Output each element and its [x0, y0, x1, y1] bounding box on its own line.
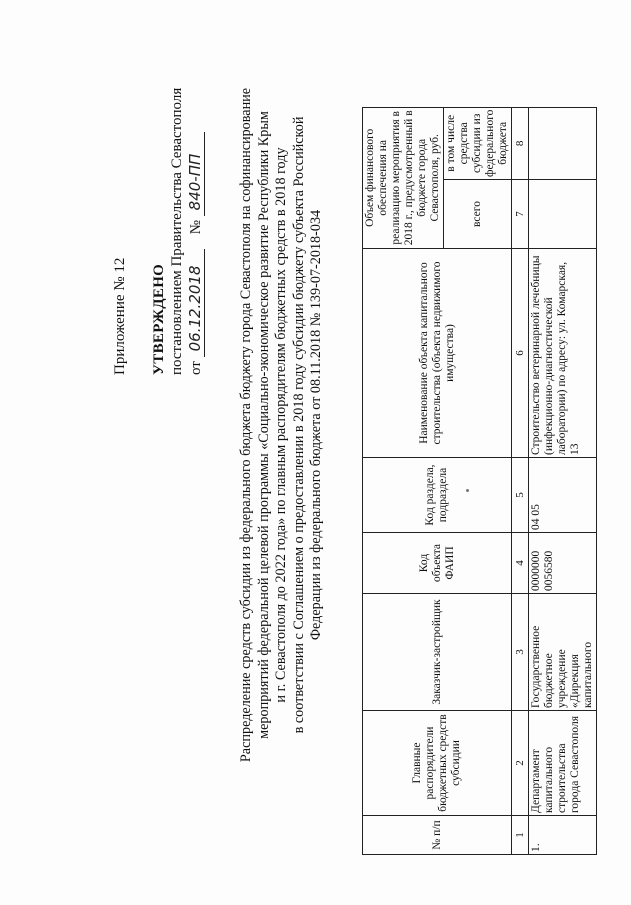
header-object-name: Наименование объекта капитального строительства (объекта недвижимого имущества): [363, 249, 512, 458]
column-number: 4: [512, 533, 529, 594]
title-line-5: Федерации из федерального бюджета от 08.11.2018 № 139-07-2018-034: [308, 209, 324, 641]
title-line-1: Распределение средств субсидии из федерального бюджета бюджету города Севастополя на софинансирование: [238, 87, 254, 763]
date-prefix: от: [188, 361, 204, 375]
column-number: 7: [512, 180, 529, 249]
header-customer: Заказчик-застройщик: [363, 594, 512, 711]
column-number: 3: [512, 594, 529, 711]
scan-speck: [466, 489, 469, 492]
resolution-label: постановлением Правительства Севастополя: [169, 87, 185, 375]
row-num: 1.: [529, 816, 597, 855]
number-prefix: №: [188, 220, 204, 235]
resolution-date-line: [186, 88, 205, 375]
header-total: всего: [444, 180, 512, 249]
row-total: [529, 180, 597, 249]
table-row: [529, 107, 597, 854]
column-number: 5: [512, 458, 529, 533]
header-federal: в том числе средства субсидии из федерального бюджета: [444, 107, 512, 179]
header-section-code: Код раздела, подраздела: [363, 458, 512, 533]
row-object-name: Строительство ветеринарной лечебницы (инфекционно-диагностической лаборатории) по адресу: ул. Комарская, 13: [529, 249, 597, 458]
table-header-row: [363, 107, 444, 854]
column-number: 1: [512, 816, 529, 855]
resolution-date: 06.12.2018: [186, 249, 205, 357]
approved-label: УТВЕРЖДЕНО: [151, 263, 167, 375]
row-section-code: 04 05: [529, 458, 597, 533]
approval-block: [150, 88, 205, 375]
title-line-4: в соответствии с Соглашением о предоставлении в 2018 году субсидии бюджету субъекта Российской: [290, 116, 307, 734]
row-faip-code: 0000000 0056580: [529, 533, 597, 594]
row-distributor: Департамент капитального строительства города Севастополя: [529, 711, 597, 816]
row-federal: [529, 107, 597, 179]
header-distributors: Главные распорядители бюджетных средств субсидии: [363, 711, 512, 816]
header-num: № п/п: [363, 816, 512, 855]
column-number-row: [512, 107, 529, 854]
header-faip-code: Код объекта ФАИП: [363, 533, 512, 594]
column-number: 8: [512, 107, 529, 179]
column-number: 2: [512, 711, 529, 816]
document-title: [238, 35, 326, 815]
distribution-table: [362, 107, 597, 855]
row-customer: Государственное бюджетное учреждение «Дирекция капитального: [529, 594, 597, 711]
appendix-label: Приложение № 12: [112, 257, 128, 375]
resolution-number: 840-ПП: [186, 132, 205, 216]
header-volume: Объем финансового обеспечения на реализацию мероприятия в 2018 г., предусмотренный в бюджете города Севастополя, руб.: [363, 107, 444, 248]
column-number: 6: [512, 249, 529, 458]
title-line-3: и г. Севастополя до 2022 года» по главным распорядителям бюджетных средств в 2018 году: [273, 147, 289, 703]
title-line-2: мероприятий федеральной целевой программы «Социально-экономическое развитие Республики Крым: [255, 111, 272, 739]
